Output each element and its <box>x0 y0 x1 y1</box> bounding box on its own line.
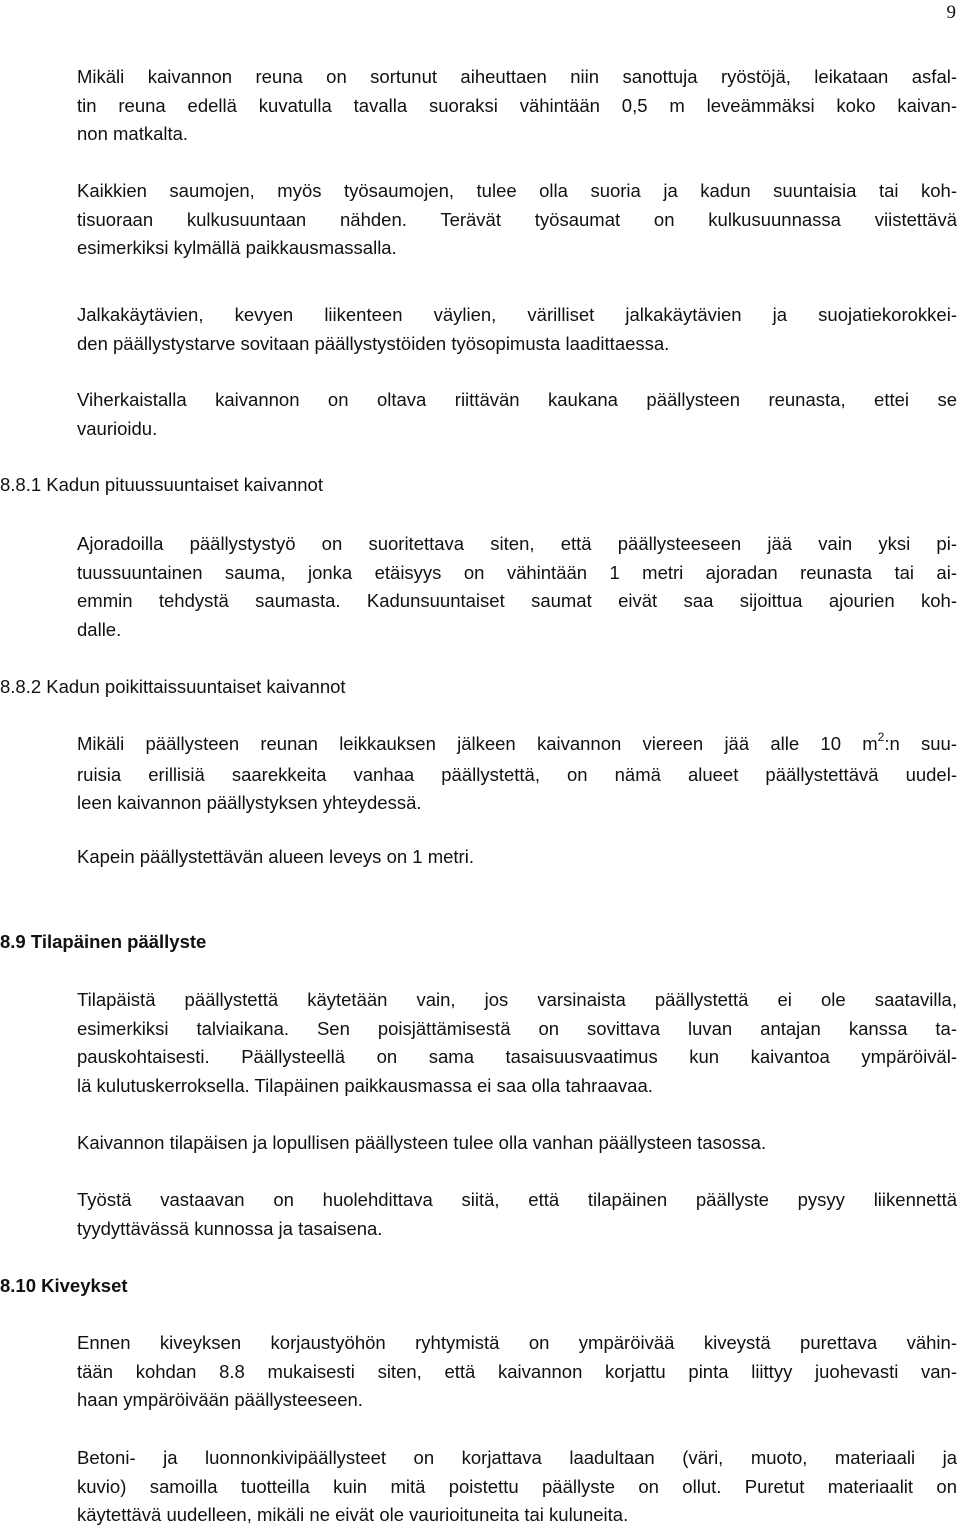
text-line: tin reuna edellä kuvatulla tavalla suoraksi vähintään 0,5 m leveämmäksi koko kaivan- <box>77 94 957 116</box>
text-line: lä kulutuskerroksella. Tilapäinen paikkausmassa ei saa olla tahraavaa. <box>77 1074 653 1096</box>
paragraph-temporary <box>77 986 957 1100</box>
text-line: kuvio) samoilla tuotteilla kuin mitä poistettu päällyste on ollut. Puretut materiaalit on <box>77 1475 957 1497</box>
text-line: Työstä vastaavan on huolehdittava siitä, että tilapäinen päällyste pysyy liikennettä <box>77 1189 957 1210</box>
text-line: Tilapäistä päällystettä käytetään vain, jos varsinaista päällystettä ei ole saatavilla, <box>77 989 957 1010</box>
text-line: non matkalta. <box>77 123 189 145</box>
text-line: käytettävä uudelleen, mikäli ne eivät ole vaurioituneita tai kuluneita. <box>77 1504 629 1526</box>
text-line: Betoni- ja luonnonkivipäällysteet on korjattava laadultaan (väri, muoto, materiaali ja <box>77 1447 957 1468</box>
text-line: Ennen kiveyksen korjaustyöhön ryhtymistä on ympäröivää kiveystä purettava vähin- <box>77 1332 957 1353</box>
text-fragment: :n suu- <box>884 733 957 754</box>
paragraph-paving-materials <box>77 1444 957 1530</box>
superscript: 2 <box>877 730 885 744</box>
text-line: Kaivannon tilapäisen ja lopullisen päällysteen tulee olla vanhan päällysteen tasossa. <box>77 1132 767 1153</box>
text-line: Ajoradoilla päällystystyö on suoritettava siten, että päällysteeseen jää vain yksi pi- <box>77 533 957 554</box>
text-line: Viherkaistalla kaivannon on oltava riittävän kaukana päällysteen reunasta, ettei se <box>77 389 957 410</box>
text-line <box>77 730 957 761</box>
section-heading-8-8-2: 8.8.2 Kadun poikittaissuuntaiset kaivannot <box>0 676 346 697</box>
text-line: dalle. <box>77 618 122 640</box>
paragraph-level <box>77 1129 957 1158</box>
text-line: esimerkiksi talviaikana. Sen poisjättämisestä on sovittava luvan antajan kanssa ta- <box>77 1017 957 1039</box>
section-heading-8-8-1: 8.8.1 Kadun pituussuuntaiset kaivannot <box>0 474 323 495</box>
paragraph-longitudinal <box>77 530 957 644</box>
text-line: tyydyttävässä kunnossa ja tasaisena. <box>77 1217 383 1239</box>
text-line: pauskohtaisesti. Päällysteellä on sama tasaisuusvaatimus kun kaivantoa ympäröiväl- <box>77 1046 957 1068</box>
paragraph-transverse <box>77 730 957 818</box>
text-line: esimerkiksi kylmällä paikkausmassalla. <box>77 237 397 259</box>
paragraph-asphalt-edge <box>77 63 957 149</box>
text-line: ruisia erillisiä saarekkeita vanhaa päällystettä, on nämä alueet päällystettävä uudel- <box>77 763 957 785</box>
paragraph-paving-repair <box>77 1329 957 1415</box>
text-line: Jalkakäytävien, kevyen liikenteen väylien, värilliset jalkakäytävien ja suojatiekorokkei- <box>77 304 957 325</box>
text-line: tään kohdan 8.8 mukaisesti siten, että kaivannon korjattu pinta liittyy juohevasti van- <box>77 1360 957 1382</box>
text-line: tuussuuntainen sauma, jonka etäisyys on vähintään 1 metri ajoradan reunasta tai ai- <box>77 561 957 583</box>
text-line: haan ympäröivään päällysteeseen. <box>77 1389 363 1411</box>
text-line: Kapein päällystettävän alueen leveys on 1 metri. <box>77 846 474 867</box>
paragraph-responsible <box>77 1186 957 1243</box>
text-fragment: Mikäli päällysteen reunan leikkauksen jälkeen kaivannon viereen jää alle 10 m <box>77 733 878 754</box>
text-line: leen kaivannon päällystyksen yhteydessä. <box>77 792 422 814</box>
paragraph-min-width <box>77 843 957 872</box>
text-line: den päällystystarve sovitaan päällystystöiden työsopimusta laadittaessa. <box>77 332 670 354</box>
paragraph-seams <box>77 177 957 263</box>
paragraph-green-strip <box>77 386 957 443</box>
text-line: emmin tehdystä saumasta. Kadunsuuntaiset saumat eivät saa sijoittua ajourien koh- <box>77 590 957 612</box>
section-heading-8-9: 8.9 Tilapäinen päällyste <box>0 931 207 952</box>
text-line: tisuoraan kulkusuuntaan nähden. Terävät työsaumat on kulkusuunnassa viistettävä <box>77 208 957 230</box>
text-line: Mikäli kaivannon reuna on sortunut aiheuttaen niin sanottuja ryöstöjä, leikataan asfal- <box>77 66 957 87</box>
page-number: 9 <box>946 2 956 23</box>
paragraph-sidewalks <box>77 301 957 358</box>
section-heading-8-10: 8.10 Kiveykset <box>0 1275 128 1296</box>
text-line: Kaikkien saumojen, myös työsaumojen, tulee olla suoria ja kadun suuntaisia tai koh- <box>77 180 957 201</box>
text-line: vaurioidu. <box>77 417 158 439</box>
